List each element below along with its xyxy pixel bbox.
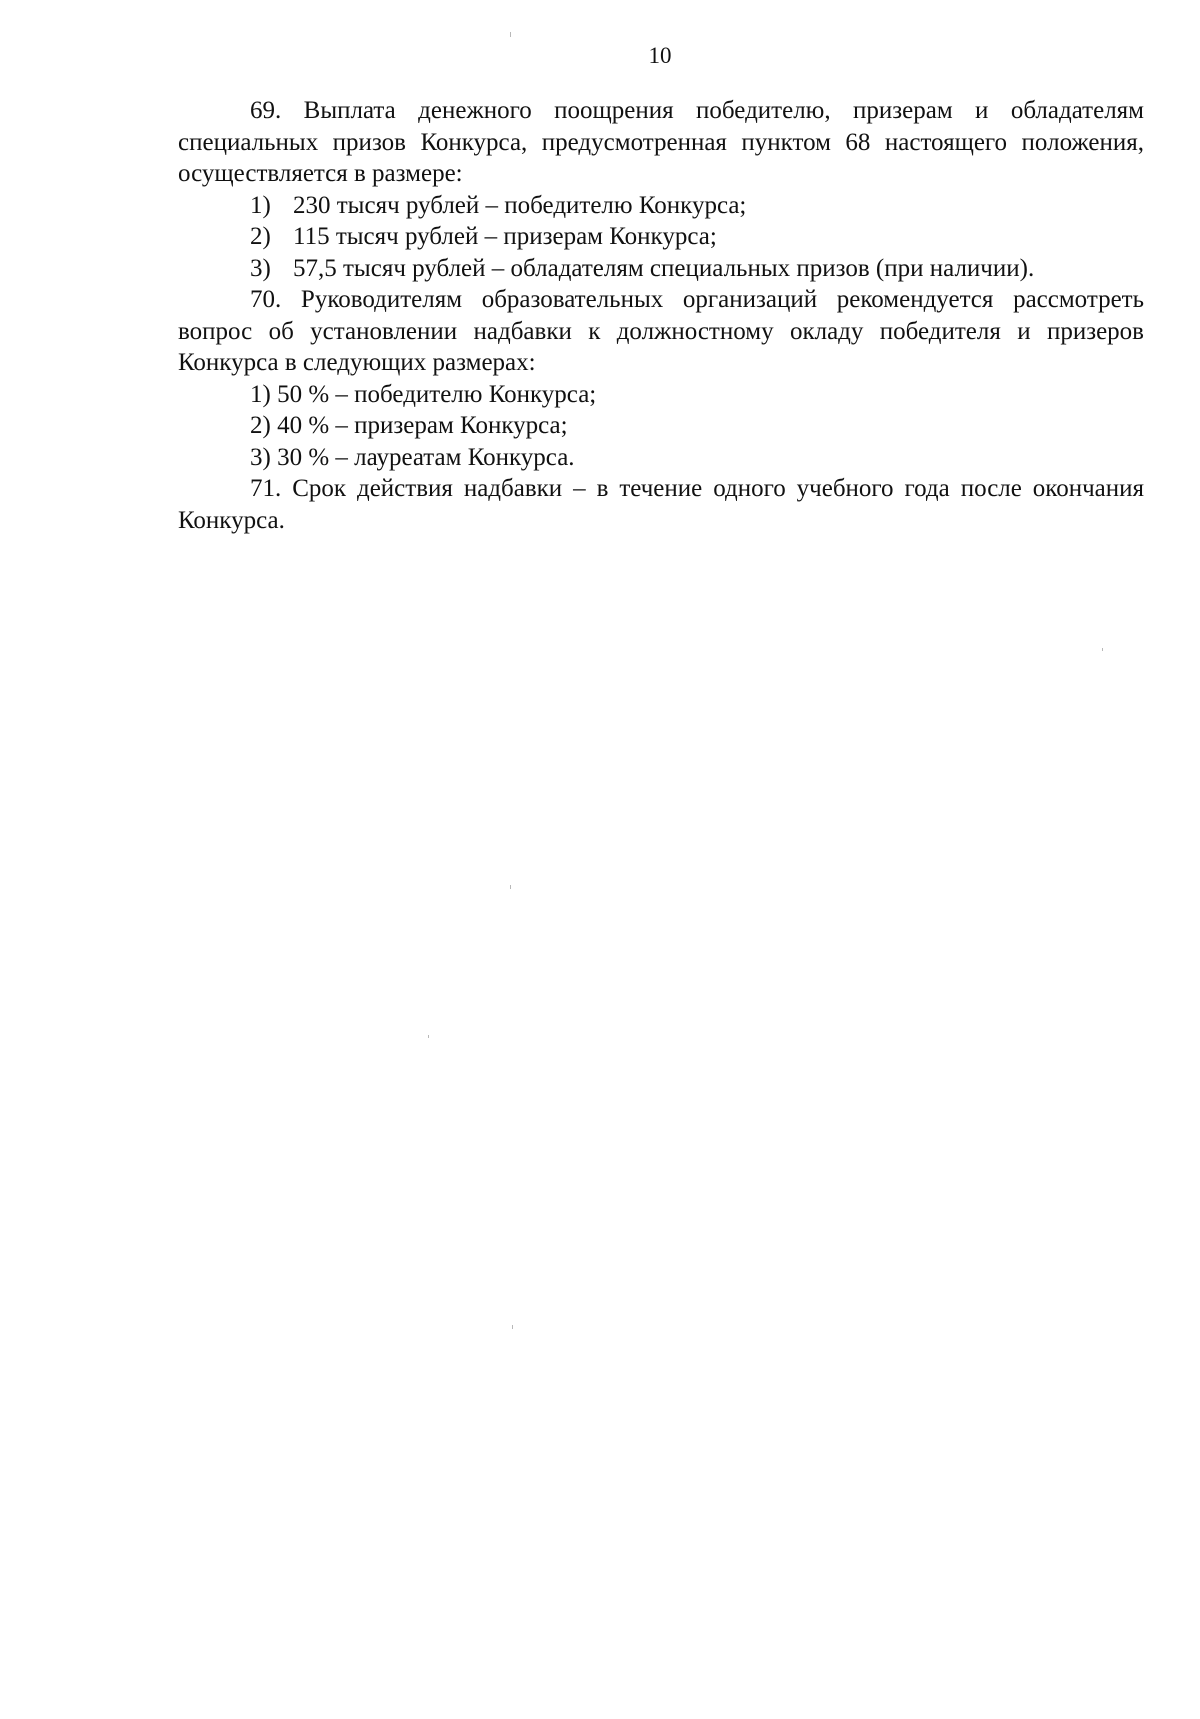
paragraph-69 xyxy=(178,95,1144,190)
list-item xyxy=(178,253,1144,285)
list-item-text: 230 тысяч рублей – победителю Конкурса; xyxy=(293,191,747,219)
list-item xyxy=(178,190,1144,222)
list-item xyxy=(178,410,1144,442)
list-item xyxy=(178,442,1144,474)
list-item xyxy=(178,379,1144,411)
list-item-text: 40 % – призерам Конкурса; xyxy=(277,412,568,439)
list-item-text: 30 % – лауреатам Конкурса. xyxy=(277,443,575,471)
list-item-number: 2) xyxy=(250,412,271,439)
scan-speck xyxy=(428,1035,429,1038)
scan-speck xyxy=(1102,648,1103,651)
list-item-text: 115 тысяч рублей – призерам Конкурса; xyxy=(293,223,717,250)
list-item-number: 1) xyxy=(250,380,271,408)
document-body xyxy=(178,95,1144,536)
list-item-number: 3) xyxy=(250,254,271,282)
paragraph-number: 69. xyxy=(250,97,282,124)
scan-speck xyxy=(510,885,511,889)
list-item-number: 2) xyxy=(250,223,271,250)
paragraph-number: 70. xyxy=(250,286,282,313)
paragraph-text: Руководителям образовательных организаций рекомендуется рассмотреть вопрос об установлении надбавки к должностному окладу победителя и призеров Конкурса в следующих размерах: xyxy=(178,286,1145,376)
paragraph-70 xyxy=(178,284,1144,379)
scan-speck xyxy=(512,1325,513,1329)
paragraph-text: Срок действия надбавки – в течение одного учебного года после окончания Конкурса. xyxy=(178,475,1144,534)
list-item-text: 57,5 тысяч рублей – обладателям специальных призов (при наличии). xyxy=(293,254,1035,282)
page-number: 10 xyxy=(648,43,672,68)
paragraph-71 xyxy=(178,473,1144,536)
paragraph-number: 71. xyxy=(250,475,282,502)
list-item-text: 50 % – победителю Конкурса; xyxy=(277,380,597,408)
list-item xyxy=(178,221,1144,253)
scan-speck xyxy=(510,32,511,37)
paragraph-text: Выплата денежного поощрения победителю, призерам и обладателям специальных призов Конкурса, предусмотренная пунктом 68 настоящего положения, осуществляется в размере: xyxy=(178,97,1144,187)
list-item-number: 1) xyxy=(250,191,271,219)
list-item-number: 3) xyxy=(250,443,271,471)
